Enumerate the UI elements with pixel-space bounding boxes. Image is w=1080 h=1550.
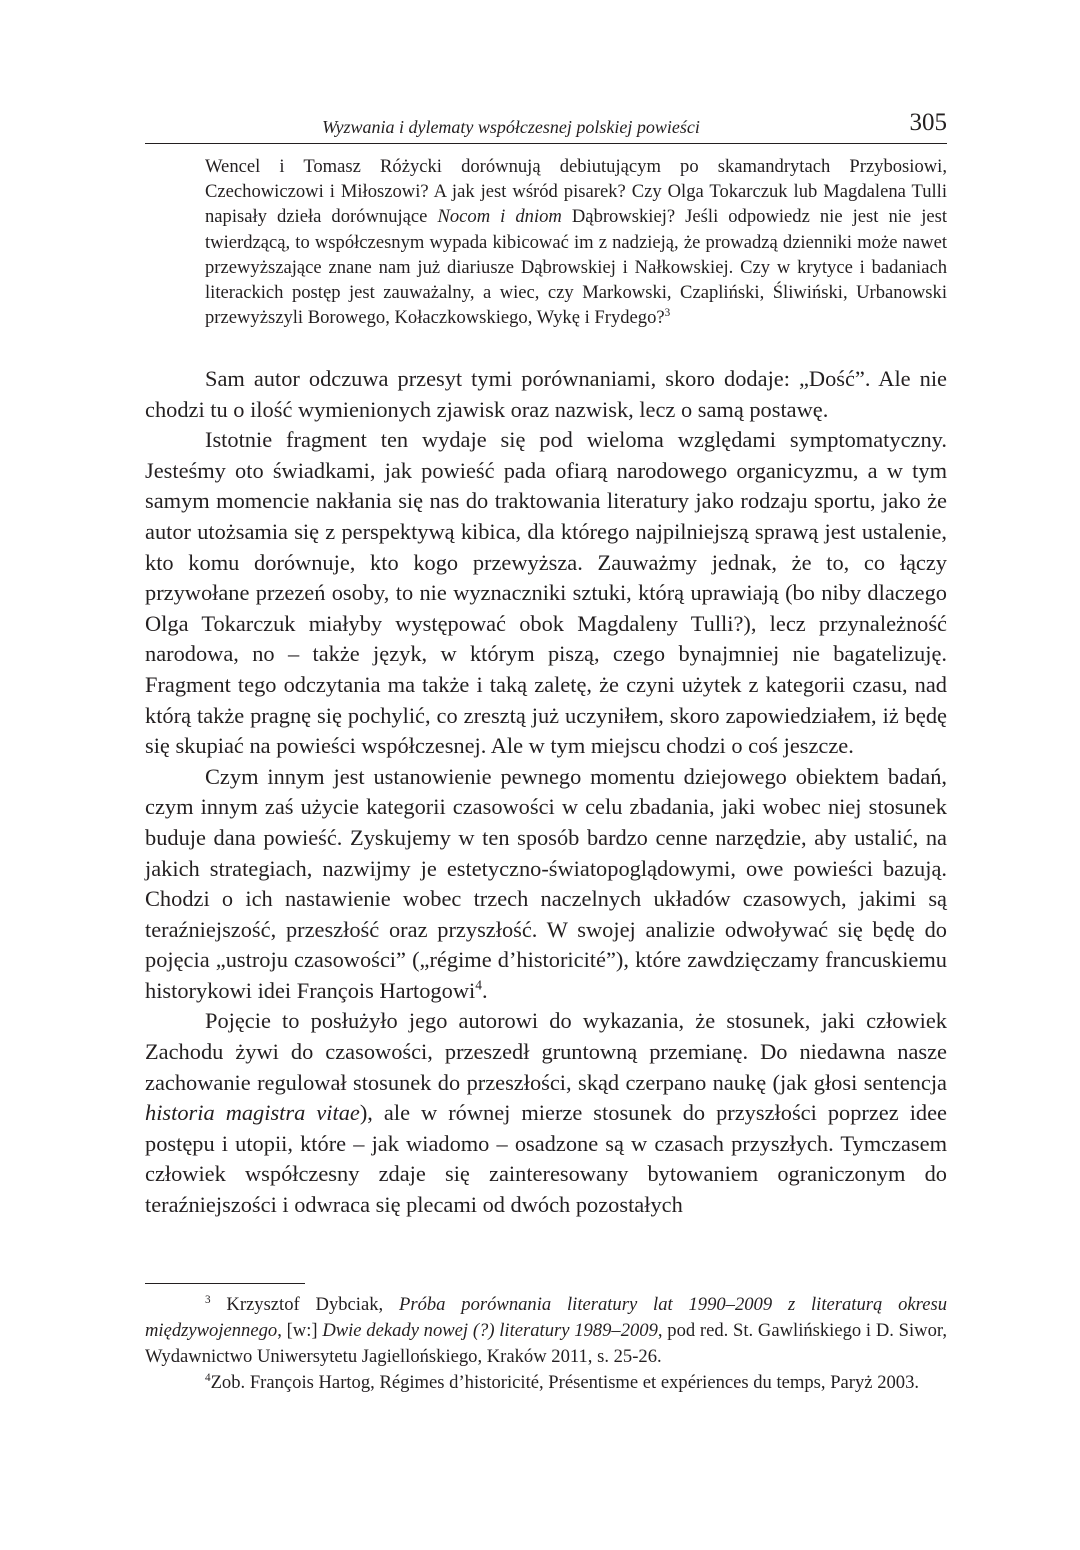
running-head bbox=[145, 109, 947, 144]
paragraph-2: Istotnie fragment ten wydaje się pod wieloma względami symptomatyczny. Jesteśmy oto świadkami, jak powieść pada ofiarą narodowego organicyzmu, a w tym samym momencie nakłania się nas do traktowania literatury jako rodzaju sportu, jako że autor utożsamia się z perspektywą kibica, dla którego najpilniejszą sprawą jest ustalenie, kto komu dorównuje, kto kogo przewyższa. Zauważmy jednak, że to, co łączy przywołane przezeń osoby, to nie wyznaczniki sztuki, którą uprawiają (bo niby dlaczego Olga Tokarczuk miałyby występować obok Magdaleny Tulli?), lecz przynależność narodowa, no – także język, w którym piszą, czego bynajmniej nie bagatelizuję. Fragment tego odczytania ma także i taką zaletę, że czyni użytek z kategorii czasu, nad którą także pragnę się pochylić, co zresztą już uczyniłem, skoro zapowiedziałem, iż będę się skupiać na powieści współczesnej. Ale w tym miejscu chodzi o coś jeszcze. bbox=[145, 427, 947, 759]
footnote-4-number: 4 bbox=[205, 1371, 211, 1384]
footnote-4-text: Zob. François Hartog, Régimes d’historicité, Présentisme et expériences du temps, Paryż 2003. bbox=[210, 1372, 920, 1393]
footnote-divider bbox=[145, 1283, 305, 1284]
paragraph-4 bbox=[145, 1006, 947, 1220]
running-title: Wyzwania i dylematy współczesnej polskiej powieści bbox=[322, 117, 700, 137]
footnote-3 bbox=[145, 1292, 947, 1370]
paragraph-4-text-cont: ), ale w równej mierze stosunek do przyszłości poprzez idee postępu i utopii, które – jak wiadomo – osadzone są w czasach przyszłych. Tymczasem człowiek współczesny zdaje się zainteresowany bytowaniem ograniczonym do teraźniejszości i odwraca się plecami od dwóch pozostałych bbox=[145, 1100, 947, 1218]
footnote-3-book-title: Dwie dekady nowej (?) literatury 1989–2009 bbox=[322, 1320, 658, 1341]
quote-text: Wencel i Tomasz Różycki dorównują debiutującym po skamandrytach Przybosiowi, Czechowiczowi i Miłoszowi? A jak jest wśród pisarek? Czy Olga Tokarczuk lub Magdalena Tulli napisały dzieła dorównujące bbox=[205, 156, 947, 228]
footnote-3-in: , [w:] bbox=[277, 1320, 323, 1341]
footnote-ref-3[interactable]: 3 bbox=[664, 307, 671, 320]
quote-text-cont: Dąbrowskiej? Jeśli odpowiedz nie jest nie jest twierdzącą, to współczesnym wypada kibicować im z nadzieją, że prowadzą dzienniki może nawet przewyższające znane nam już diariusze Dąbrowskiej i Nałkowskiej. Czy w krytyce i badaniach literackich postęp jest zauważalny, a wiec, czy Markowski, Czapliński, Śliwiński, Urbanowski przewyższyli Borowego, Kołaczkowskiego, Wykę i Frydego? bbox=[205, 206, 948, 329]
paragraph-4-text: Pojęcie to posłużyło jego autorowi do wykazania, że stosunek, jaki człowiek Zachodu żywi do czasowości, przeszedł gruntowną przemianę. Do niedawna nasze zachowanie regulował stosunek do przeszłości, skąd czerpano naukę (jak głosi sentencja bbox=[145, 1008, 947, 1095]
block-quote bbox=[205, 154, 947, 330]
footnote-ref-4[interactable]: 4 bbox=[475, 977, 482, 993]
footnote-3-author: Krzysztof Dybciak, bbox=[210, 1294, 399, 1315]
footnote-3-number: 3 bbox=[205, 1293, 211, 1306]
footnotes bbox=[145, 1292, 947, 1396]
quote-title-italic: Nocom i dniom bbox=[437, 206, 562, 228]
footnote-3-article-title: Próba porównania literatury lat 1990–2009 z literaturą okresu międzywojennego bbox=[145, 1294, 947, 1341]
main-text bbox=[145, 364, 947, 1221]
footnote-4 bbox=[145, 1370, 947, 1396]
paragraph-1: Sam autor odczuwa przesyt tymi porównaniami, skoro dodaje: „Dość”. Ale nie chodzi tu o ilość wymienionych zjawisk oraz nazwisk, lecz o samą postawę. bbox=[145, 366, 947, 422]
page-number: 305 bbox=[909, 109, 947, 136]
paragraph-3-text: Czym innym jest ustanowienie pewnego momentu dziejowego obiektem badań, czym innym zaś użycie kategorii czasowości w celu zbadania, jaki wobec niej stosunek buduje dana powieść. Zyskujemy w ten sposób bardzo cenne narzędzie, aby ustalić, na jakich strategiach, nazwijmy je estetyczno-światopoglądowymi, owe powieści bazują. Chodzi o ich nastawienie wobec trzech naczelnych układów czasowych, jakimi są teraźniejszość, przeszłość oraz przyszłość. W swojej analizie odwoływać się będę do pojęcia „ustroju czasowości” („régime d’historicité”), które zawdzięczamy francuskiemu historykowi idei François Hartogowi bbox=[145, 763, 947, 1003]
quote-paragraph bbox=[205, 154, 947, 330]
latin-phrase-italic: historia magistra vitae bbox=[145, 1100, 360, 1126]
paragraph-3-end: . bbox=[481, 977, 488, 1003]
paragraph-3 bbox=[145, 762, 947, 1007]
footnote-3-publication: , pod red. St. Gawlińskiego i D. Siwor, Wydawnictwo Uniwersytetu Jagiellońskiego, Kraków 2011, s. 25-26. bbox=[145, 1320, 947, 1367]
